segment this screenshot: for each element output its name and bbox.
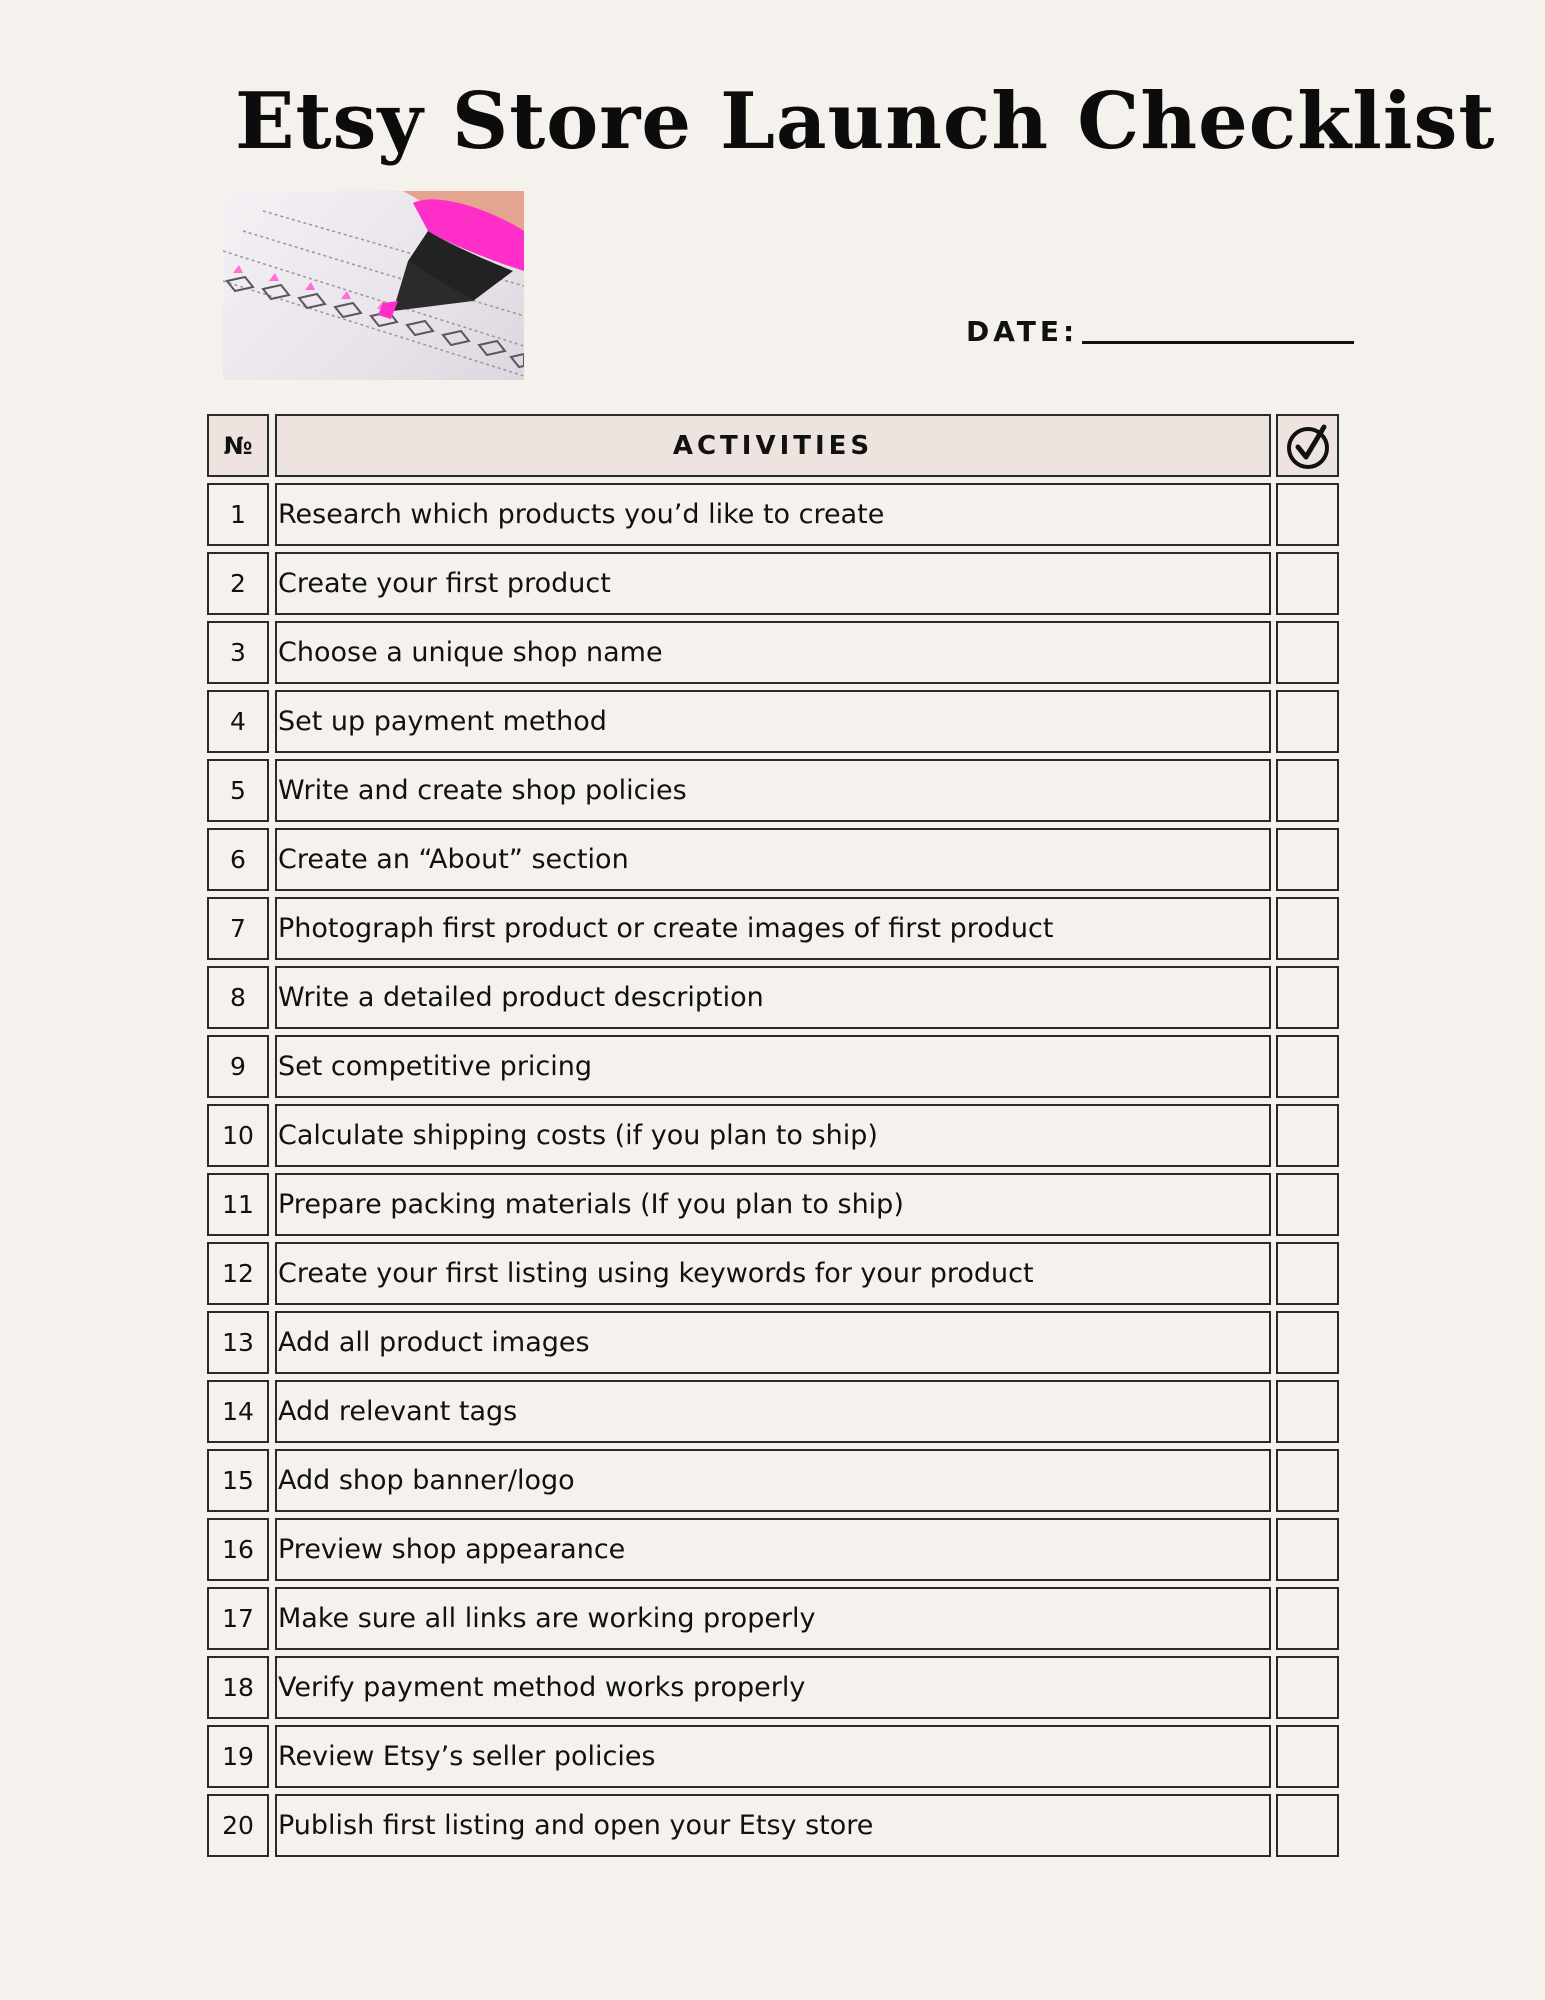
row-number: 15 (207, 1449, 269, 1512)
row-activity: Research which products you’d like to create (275, 483, 1271, 546)
date-blank-line[interactable] (1082, 341, 1354, 344)
table-row (207, 828, 1339, 891)
row-checkbox[interactable] (1276, 621, 1339, 684)
row-number: 20 (207, 1794, 269, 1857)
row-number: 14 (207, 1380, 269, 1443)
row-number: 11 (207, 1173, 269, 1236)
row-checkbox[interactable] (1276, 1104, 1339, 1167)
highlighter-checklist-photo (223, 191, 524, 380)
row-activity: Add relevant tags (275, 1380, 1271, 1443)
row-checkbox[interactable] (1276, 552, 1339, 615)
row-number: 10 (207, 1104, 269, 1167)
header-number: № (207, 414, 269, 477)
checklist-table (207, 414, 1339, 1863)
row-number: 13 (207, 1311, 269, 1374)
row-checkbox[interactable] (1276, 690, 1339, 753)
table-row (207, 1380, 1339, 1443)
row-number: 6 (207, 828, 269, 891)
table-row (207, 897, 1339, 960)
date-field (966, 310, 1354, 354)
row-activity: Make sure all links are working properly (275, 1587, 1271, 1650)
row-number: 8 (207, 966, 269, 1029)
table-row (207, 690, 1339, 753)
row-number: 17 (207, 1587, 269, 1650)
row-number: 9 (207, 1035, 269, 1098)
row-activity: Photograph first product or create images of first product (275, 897, 1271, 960)
header-activities: ACTIVITIES (275, 414, 1271, 477)
row-checkbox[interactable] (1276, 759, 1339, 822)
row-checkbox[interactable] (1276, 1035, 1339, 1098)
table-row (207, 1242, 1339, 1305)
table-row (207, 1449, 1339, 1512)
row-number: 4 (207, 690, 269, 753)
row-checkbox[interactable] (1276, 1794, 1339, 1857)
table-row (207, 1173, 1339, 1236)
row-checkbox[interactable] (1276, 966, 1339, 1029)
row-activity: Prepare packing materials (If you plan to ship) (275, 1173, 1271, 1236)
table-row (207, 1104, 1339, 1167)
row-activity: Write and create shop policies (275, 759, 1271, 822)
row-number: 3 (207, 621, 269, 684)
row-number: 12 (207, 1242, 269, 1305)
row-checkbox[interactable] (1276, 1449, 1339, 1512)
row-activity: Create your first product (275, 552, 1271, 615)
row-checkbox[interactable] (1276, 1725, 1339, 1788)
row-number: 5 (207, 759, 269, 822)
row-activity: Add shop banner/logo (275, 1449, 1271, 1512)
row-activity: Calculate shipping costs (if you plan to ship) (275, 1104, 1271, 1167)
table-row (207, 621, 1339, 684)
row-number: 2 (207, 552, 269, 615)
row-checkbox[interactable] (1276, 1311, 1339, 1374)
row-activity: Publish first listing and open your Etsy store (275, 1794, 1271, 1857)
table-row (207, 1656, 1339, 1719)
table-row (207, 552, 1339, 615)
row-activity: Preview shop appearance (275, 1518, 1271, 1581)
row-checkbox[interactable] (1276, 1173, 1339, 1236)
table-row (207, 1587, 1339, 1650)
row-checkbox[interactable] (1276, 1587, 1339, 1650)
row-number: 7 (207, 897, 269, 960)
row-activity: Create your first listing using keywords for your product (275, 1242, 1271, 1305)
table-row (207, 1518, 1339, 1581)
row-activity: Write a detailed product description (275, 966, 1271, 1029)
row-activity: Choose a unique shop name (275, 621, 1271, 684)
date-label: DATE: (966, 315, 1079, 348)
table-row (207, 1311, 1339, 1374)
row-activity: Verify payment method works properly (275, 1656, 1271, 1719)
row-checkbox[interactable] (1276, 1656, 1339, 1719)
table-body (207, 483, 1339, 1857)
row-number: 16 (207, 1518, 269, 1581)
row-activity: Set competitive pricing (275, 1035, 1271, 1098)
row-checkbox[interactable] (1276, 1518, 1339, 1581)
header-check (1276, 414, 1339, 477)
row-activity: Create an “About” section (275, 828, 1271, 891)
row-checkbox[interactable] (1276, 483, 1339, 546)
table-row (207, 483, 1339, 546)
row-number: 19 (207, 1725, 269, 1788)
row-checkbox[interactable] (1276, 897, 1339, 960)
row-activity: Add all product images (275, 1311, 1271, 1374)
table-row (207, 759, 1339, 822)
row-number: 18 (207, 1656, 269, 1719)
table-header-row (207, 414, 1339, 477)
table-row (207, 966, 1339, 1029)
row-activity: Set up payment method (275, 690, 1271, 753)
row-number: 1 (207, 483, 269, 546)
highlighter-illustration (223, 191, 524, 380)
row-checkbox[interactable] (1276, 1380, 1339, 1443)
table-row (207, 1725, 1339, 1788)
row-activity: Review Etsy’s seller policies (275, 1725, 1271, 1788)
table-row (207, 1035, 1339, 1098)
checkmark-circle-icon (1283, 421, 1333, 471)
page-title: Etsy Store Launch Checklist (235, 76, 1496, 167)
table-row (207, 1794, 1339, 1857)
row-checkbox[interactable] (1276, 828, 1339, 891)
row-checkbox[interactable] (1276, 1242, 1339, 1305)
